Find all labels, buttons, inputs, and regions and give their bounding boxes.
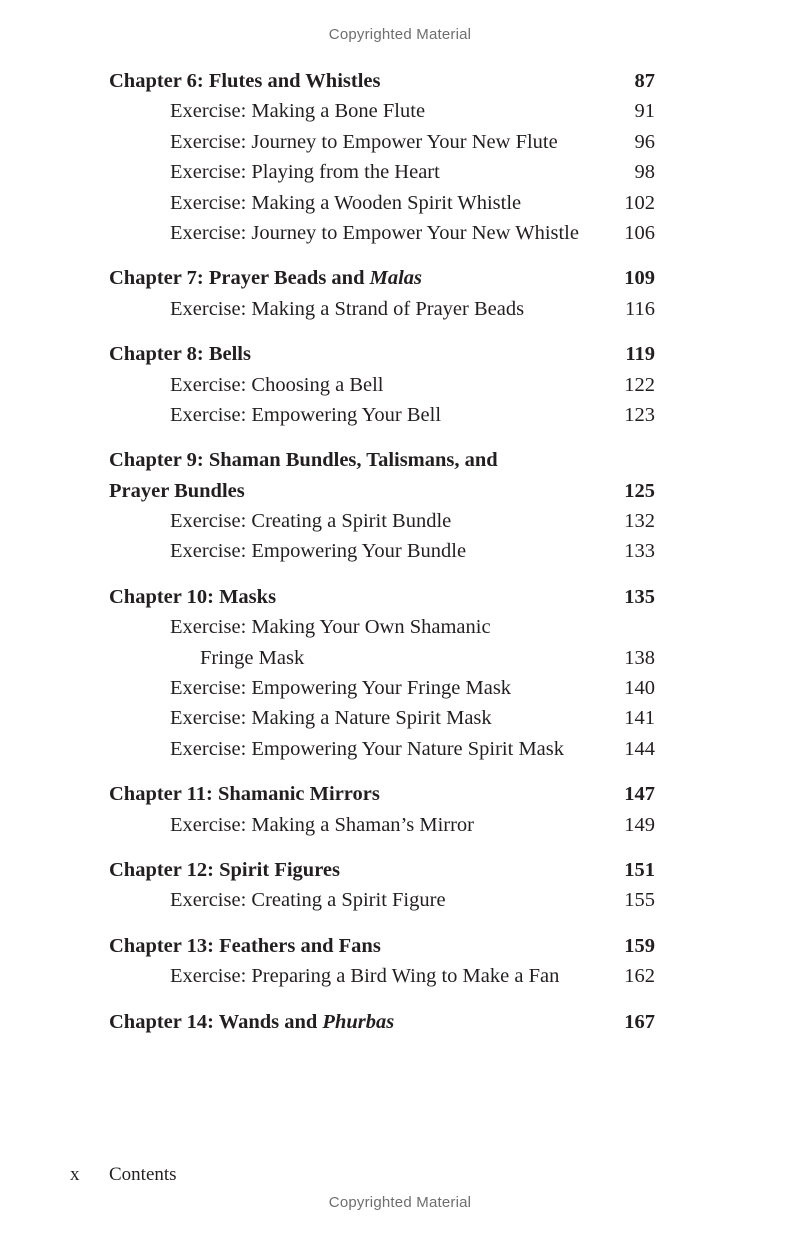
exercise-page-number: 106 [624, 221, 655, 244]
chapter-title-text: Chapter 7: Prayer Beads and [109, 267, 370, 290]
chapter-6-heading[interactable] [109, 66, 655, 96]
chapter-12-heading[interactable] [109, 855, 655, 885]
exercise-page-number: 138 [624, 646, 655, 669]
exercise-entry[interactable] [109, 734, 655, 764]
exercise-title: Exercise: Making Your Own Shamanic [170, 616, 491, 639]
exercise-title: Exercise: Empowering Your Bundle [170, 540, 467, 563]
exercise-page-number: 102 [624, 191, 655, 214]
chapter-page-number: 119 [625, 343, 655, 366]
exercise-entry[interactable] [109, 536, 655, 566]
chapter-title: Chapter 13: Feathers and Fans [109, 934, 381, 957]
exercise-entry[interactable] [109, 157, 655, 187]
exercise-page-number: 91 [634, 100, 655, 123]
chapter-title: Chapter 12: Spirit Figures [109, 858, 341, 881]
chapter-title-continued: Prayer Bundles [109, 479, 245, 502]
chapter-9 [109, 445, 655, 567]
exercise-title: Exercise: Making a Nature Spirit Mask [170, 707, 492, 730]
chapter-page-number: 151 [624, 858, 655, 881]
chapter-10 [109, 582, 655, 764]
chapter-title: Chapter 8: Bells [109, 343, 251, 366]
exercise-entry-line1[interactable] [109, 612, 655, 642]
exercise-entry[interactable] [109, 703, 655, 733]
chapter-title: Chapter 9: Shaman Bundles, Talismans, and [109, 449, 498, 472]
exercise-page-number: 141 [624, 707, 655, 730]
exercise-title: Exercise: Empowering Your Bell [170, 403, 442, 426]
chapter-12 [109, 855, 655, 916]
chapter-11-heading[interactable] [109, 779, 655, 809]
exercise-entry[interactable] [109, 810, 655, 840]
chapter-6 [109, 66, 655, 248]
chapter-13-heading[interactable] [109, 931, 655, 961]
exercise-page-number: 133 [624, 540, 655, 563]
exercise-entry-line2[interactable] [109, 643, 655, 673]
exercise-page-number: 155 [624, 889, 655, 912]
chapter-title: Chapter 11: Shamanic Mirrors [109, 783, 380, 806]
exercise-title: Exercise: Empowering Your Nature Spirit Mask [170, 737, 564, 760]
exercise-title: Exercise: Creating a Spirit Figure [170, 889, 446, 912]
chapter-title [109, 1007, 595, 1037]
exercise-page-number: 98 [634, 161, 655, 184]
chapter-page-number: 109 [624, 267, 655, 290]
exercise-entry[interactable] [109, 961, 655, 991]
chapter-title-italic: Malas [369, 267, 423, 290]
exercise-title: Exercise: Journey to Empower Your New Whistle [170, 221, 579, 244]
chapter-page-number: 135 [624, 585, 655, 608]
chapter-page-number: 147 [624, 783, 655, 806]
exercise-title: Exercise: Making a Shaman’s Mirror [170, 813, 475, 836]
chapter-9-heading-line1[interactable] [109, 445, 655, 475]
chapter-page-number: 87 [634, 70, 655, 92]
chapter-title-text: Chapter 14: Wands and [109, 1010, 323, 1033]
exercise-title: Exercise: Journey to Empower Your New Flute [170, 130, 558, 153]
chapter-title: Chapter 10: Masks [109, 585, 277, 608]
exercise-title: Exercise: Playing from the Heart [170, 161, 440, 184]
chapter-8 [109, 339, 655, 430]
chapter-title-italic: Phurbas [322, 1010, 395, 1033]
chapter-8-heading[interactable] [109, 339, 655, 369]
page-folio: x [70, 1164, 80, 1185]
exercise-entry[interactable] [109, 506, 655, 536]
exercise-entry[interactable] [109, 96, 655, 126]
chapter-13 [109, 931, 655, 992]
chapter-page-number: 125 [624, 479, 655, 502]
chapter-page-number: 167 [624, 1010, 655, 1033]
chapter-9-heading-line2[interactable] [109, 476, 655, 506]
exercise-entry[interactable] [109, 294, 655, 324]
exercise-entry[interactable] [109, 188, 655, 218]
exercise-page-number: 123 [624, 403, 655, 426]
exercise-page-number: 132 [624, 510, 655, 533]
exercise-title: Exercise: Making a Wooden Spirit Whistle [170, 191, 522, 214]
copyright-watermark-top: Copyrighted Material [328, 26, 472, 43]
exercise-title: Exercise: Creating a Spirit Bundle [170, 510, 452, 533]
exercise-title: Exercise: Making a Bone Flute [170, 100, 426, 123]
table-of-contents [109, 66, 655, 1052]
exercise-entry[interactable] [109, 370, 655, 400]
copyright-watermark-bottom: Copyrighted Material [328, 1194, 472, 1211]
exercise-entry[interactable] [109, 885, 655, 915]
exercise-title: Exercise: Preparing a Bird Wing to Make a Fan [170, 965, 560, 988]
chapter-title: Chapter 6: Flutes and Whistles [109, 70, 381, 92]
exercise-page-number: 144 [624, 737, 655, 760]
exercise-entry[interactable] [109, 127, 655, 157]
chapter-10-heading[interactable] [109, 582, 655, 612]
chapter-7-heading[interactable] [109, 263, 655, 293]
exercise-page-number: 149 [624, 813, 655, 836]
chapter-11 [109, 779, 655, 840]
exercise-title-continued: Fringe Mask [200, 646, 305, 669]
exercise-title: Exercise: Empowering Your Fringe Mask [170, 677, 512, 700]
exercise-page-number: 162 [624, 965, 655, 988]
chapter-7 [109, 263, 655, 324]
chapter-title [109, 263, 595, 293]
exercise-title: Exercise: Making a Strand of Prayer Beads [170, 297, 525, 320]
exercise-title: Exercise: Choosing a Bell [170, 373, 384, 396]
exercise-entry[interactable] [109, 400, 655, 430]
exercise-entry[interactable] [109, 673, 655, 703]
chapter-14-heading[interactable] [109, 1007, 655, 1037]
exercise-page-number: 122 [624, 373, 655, 396]
exercise-entry[interactable] [109, 218, 655, 248]
exercise-page-number: 140 [624, 677, 655, 700]
running-footer-label: Contents [109, 1164, 177, 1185]
chapter-page-number: 159 [624, 934, 655, 957]
exercise-page-number: 96 [634, 130, 655, 153]
exercise-page-number: 116 [625, 297, 655, 320]
chapter-14 [109, 1007, 655, 1037]
